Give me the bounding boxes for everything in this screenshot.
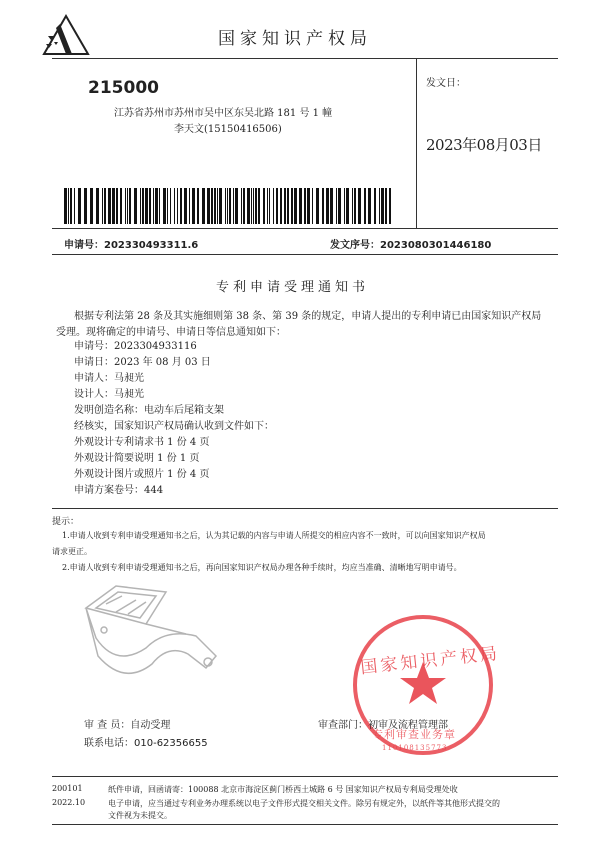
field-line: 经核实，国家知识产权局确认收到文件如下： [74, 421, 274, 432]
field-line: 申请方案卷号：444 [74, 485, 164, 496]
footer-divider [52, 776, 558, 777]
address: 江苏省苏州市苏州市吴中区东吴北路 181 号 1 幢 [114, 108, 333, 119]
dept-label: 审查部门： [318, 720, 368, 731]
footer-text-2a: 电子申请，应当通过专利业务办理系统以电子文件形式提交相关文件。除另有规定外，以纸件等其他形式提交的 [108, 799, 500, 808]
header-divider [52, 58, 558, 59]
doc-no-label: 发文序号： [330, 240, 380, 251]
field-line: 申请人：马昶光 [74, 373, 144, 384]
body-intro-line-2: 受理。现将确定的申请号、申请日等信息通知如下： [56, 327, 286, 338]
tips-divider [52, 508, 558, 509]
emblem-logo [42, 14, 90, 56]
field-line: 设计人：马昶光 [74, 389, 144, 400]
send-date: 2023年08月03日 [426, 136, 542, 154]
body-intro-line-1: 根据专利法第 28 条及其实施细则第 38 条、第 39 条的规定，申请人提出的专利申请已由国家知识产权局 [74, 311, 542, 322]
id-divider-bottom [52, 254, 558, 255]
field-line: 申请号：2023304933116 [74, 341, 197, 352]
id-divider [52, 228, 558, 229]
doc-no-row [330, 236, 491, 251]
footer-text-1: 纸件申请，回函请寄：100088 北京市海淀区蓟门桥西土城路 6 号 国家知识产权局专利局受理处收 [108, 785, 458, 794]
footer-text-2b: 文件视为未提交。 [108, 811, 172, 820]
field-line: 发明创造名称：电动车后尾箱支架 [74, 405, 224, 416]
office-name: 国家知识产权局 [218, 29, 372, 49]
tip-1-line-a: 1.申请人收到专利申请受理通知书之后，认为其记载的内容与申请人所提交的相应内容不一致时，可以向国家知识产权局 [62, 531, 486, 540]
send-date-label: 发文日： [426, 78, 466, 89]
field-line: 外观设计图片或照片 1 份 4 页 [74, 469, 210, 480]
phone-label: 联系电话： [84, 738, 134, 749]
notice-title: 专利申请受理通知书 [216, 280, 370, 295]
seal-number: 110108135773 [382, 744, 448, 752]
tip-2: 2.申请人收到专利申请受理通知书之后，再向国家知识产权局办理各种手续时，均应当准确、清晰地写明申请号。 [62, 563, 462, 572]
tips-label: 提示： [52, 517, 80, 527]
dept: 初审及流程管理部 [368, 720, 448, 731]
application-no-label: 申请号： [64, 240, 104, 251]
examiner: 自动受理 [130, 720, 171, 731]
postcode: 215000 [88, 78, 159, 98]
footer-code-1: 200101 [52, 784, 83, 793]
doc-no: 2023080301446180 [380, 240, 492, 251]
footer-code-2: 2022.10 [52, 798, 86, 807]
examiner-row [84, 716, 170, 731]
barcode [64, 188, 394, 224]
recipient: 李天文(15150416506) [174, 124, 282, 135]
application-no: 202330493311.6 [104, 240, 199, 251]
field-line: 外观设计简要说明 1 份 1 页 [74, 453, 200, 464]
tip-1-line-b: 请求更正。 [52, 547, 92, 556]
examiner-label: 审 查 员： [84, 720, 131, 731]
dept-row [318, 716, 448, 731]
footer-bottom-divider [52, 824, 558, 825]
header-vertical-divider [416, 58, 417, 228]
seal-text-bottom: 专利审查业务章 [372, 728, 456, 741]
rack-drawing-watermark [76, 578, 236, 688]
field-line: 申请日：2023 年 08 月 03 日 [74, 357, 211, 368]
seal-text-top: 国家知识产权局 [359, 643, 501, 679]
phone: 010-62356655 [134, 738, 208, 749]
phone-row [84, 734, 208, 749]
field-line: 外观设计专利请求书 1 份 4 页 [74, 437, 210, 448]
application-no-row [64, 236, 198, 251]
